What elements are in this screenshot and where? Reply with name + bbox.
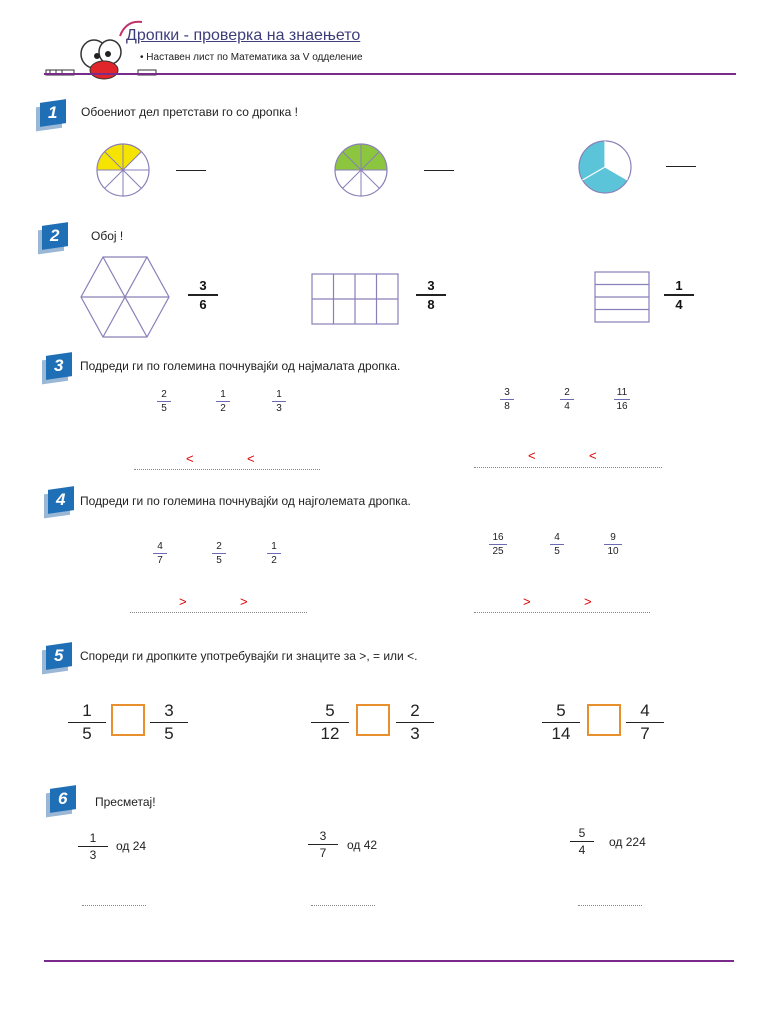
task-4-a-fraction-2: 2 5 [212,541,226,566]
task-5-badge: 5 [46,642,72,670]
header-divider [44,73,736,75]
task-6-answer-line-1[interactable] [82,905,146,906]
task-3-b-fraction-2: 2 4 [560,387,574,412]
task-6-text: Пресметај! [95,795,156,809]
circle-eighths-green [332,143,390,197]
page-title: Дропки - проверка на знаењето [126,27,361,44]
task-5-pair-2-right: 2 3 [396,701,434,744]
task-2-fraction-2: 3 8 [416,278,446,312]
answer-line-1a[interactable] [176,170,206,171]
task-4-b-sign-2: > [584,594,592,609]
task-3-b-sign-2: < [589,448,597,463]
rectangle-eighths [311,273,399,325]
task-5-pair-3-left: 5 14 [542,701,580,744]
task-5-text: Спореди ги дропките употребувајќи ги знаците за >, = или <. [80,649,418,663]
task-3-a-fraction-2: 1 2 [216,389,230,414]
task-6-fraction-2: 3 7 [308,829,338,860]
task-4-a-sign-1: > [179,594,187,609]
task-6-of-3: од 224 [609,835,646,849]
task-5-answer-box-3[interactable] [587,704,621,736]
task-4-b-answer-line[interactable] [474,612,650,613]
task-3-a-answer-line[interactable] [134,469,320,470]
task-3-b-sign-1: < [528,448,536,463]
task-3-a-fraction-3: 1 3 [272,389,286,414]
task-4-a-fraction-3: 1 2 [267,541,281,566]
task-4-a-answer-line[interactable] [130,612,307,613]
task-4-a-sign-2: > [240,594,248,609]
task-5-pair-1-right: 3 5 [150,701,188,744]
task-5-pair-2-left: 5 12 [311,701,349,744]
task-3-a-sign-1: < [186,451,194,466]
task-6-badge: 6 [50,785,76,813]
task-4-text: Подреди ги по големина почнувајќи од најголемата дропка. [80,494,411,508]
task-4-b-sign-1: > [523,594,531,609]
footer-divider [44,960,734,962]
task-4-b-fraction-1: 16 25 [489,532,507,557]
task-3-a-sign-2: < [247,451,255,466]
task-6-fraction-1: 1 3 [78,831,108,862]
task-1-badge: 1 [40,99,66,127]
task-3-text: Подреди ги по големина почнувајќи од најмалата дропка. [80,359,401,373]
task-3-b-fraction-1: 3 8 [500,387,514,412]
page-subtitle: • Наставен лист по Математика за V одделение [140,52,363,63]
task-2-fraction-1: 3 6 [188,278,218,312]
task-4-b-fraction-3: 9 10 [604,532,622,557]
task-4-a-fraction-1: 4 7 [153,541,167,566]
task-6-of-2: од 42 [347,838,378,852]
task-2-badge: 2 [42,222,68,250]
task-2-text: Обој ! [91,229,124,243]
task-4-badge: 4 [48,486,74,514]
task-5-answer-box-1[interactable] [111,704,145,736]
answer-line-1b[interactable] [424,170,454,171]
task-6-fraction-3: 5 4 [570,826,594,857]
answer-line-1c[interactable] [666,166,696,167]
task-3-badge: 3 [46,352,72,380]
task-3-b-fraction-3: 11 16 [614,387,630,412]
task-6-answer-line-2[interactable] [311,905,375,906]
task-2-fraction-3: 1 4 [664,278,694,312]
task-5-pair-1-left: 1 5 [68,701,106,744]
circle-thirds-cyan [576,139,634,195]
task-4-b-fraction-2: 4 5 [550,532,564,557]
task-3-b-answer-line[interactable] [474,467,662,468]
rectangle-quarters [594,271,650,323]
circle-eighths-yellow [94,143,152,197]
task-1-text: Обоениот дел претстави го со дропка ! [81,105,298,119]
task-5-pair-3-right: 4 7 [626,701,664,744]
task-6-answer-line-3[interactable] [578,905,642,906]
task-3-a-fraction-1: 2 5 [157,389,171,414]
hexagon-sixths [80,256,170,338]
task-5-answer-box-2[interactable] [356,704,390,736]
task-6-of-1: од 24 [116,839,147,853]
